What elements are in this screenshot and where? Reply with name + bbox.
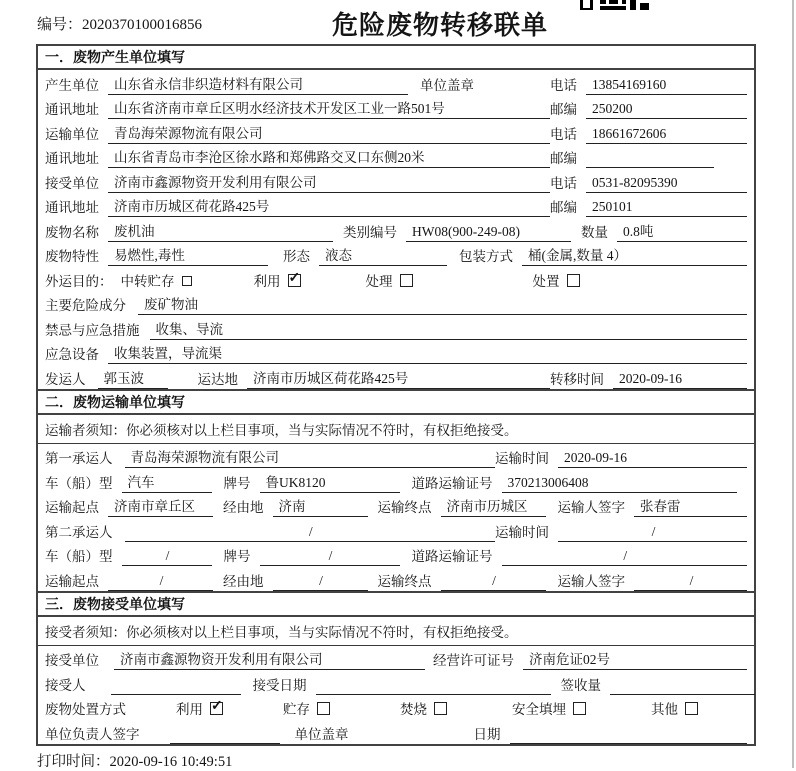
transporter-label: 运输单位 [45,126,99,142]
row-waste-name [38,217,754,242]
origin2-value: / [108,573,213,591]
transporter-address-value: 山东省青岛市李沧区徐水路和郑佛路交叉口东侧20米 [108,146,550,168]
manifest-number-label: 编号： [37,17,83,33]
row-carrier2 [38,517,754,542]
producer-phone-label: 电话 [550,77,577,93]
disposal-option-use-label: 利用 [176,702,203,717]
carrier1-label: 第一承运人 [45,451,113,466]
row-producer-address-left [45,97,550,119]
receive-amount-label: 签收量 [560,677,601,693]
row-carrier1 [38,444,754,469]
transporter-phone-value: 18661672606 [586,126,747,144]
row-disposal [38,695,754,720]
plate1-value: 鲁UK8120 [260,471,400,493]
qr-code-fragment [580,0,650,12]
destination-label: 运达地 [197,371,238,387]
end1-value: 济南市历城区 [441,495,546,517]
sign1-label: 运输人签字 [557,500,625,515]
purpose-treat-checkbox [400,274,413,287]
row-carrier2-left [45,521,495,542]
plate2-label: 牌号 [223,549,251,564]
plate1-label: 牌号 [223,475,251,491]
vehicle2-value: / [122,548,212,566]
manifest-form [36,44,756,746]
receiver-zip-value: 250101 [586,199,747,217]
shipper-label: 发运人 [45,371,86,387]
row-shipper-left [45,367,550,389]
end2-label: 运输终点 [377,573,432,589]
waste-name-value: 废机油 [108,220,333,242]
row-receiver-left [45,171,550,193]
section2-header: 二．废物运输单位填写 [38,389,754,415]
row-receive-notice [38,617,754,646]
row-receive-person [38,670,754,695]
license-label: 经营许可证号 [433,653,514,668]
row-waste-character [38,242,754,267]
row-transport-notice [38,415,754,444]
print-time-label: 打印时间： [37,754,110,770]
permit2-value: / [502,548,748,566]
license-value: 济南危证02号 [523,648,747,670]
receive-date-label: 接受日期 [252,677,307,693]
hazard-label: 主要危险成分 [45,298,126,313]
disposal-label: 废物处置方式 [45,702,126,717]
row-receiver-address-left [45,195,550,217]
transporter-phone-label: 电话 [550,126,577,142]
receive-unit-value: 济南市鑫源物资开发利用有限公司 [114,648,425,670]
carrier1-time-label: 运输时间 [495,451,549,466]
waste-qty-label: 数量 [581,224,608,240]
disposal-option-other-label: 其他 [651,702,678,717]
disposal-option-burn-label: 焚烧 [400,702,427,717]
destination-value: 济南市历城区荷花路425号 [247,367,550,389]
waste-form-value: 液态 [319,244,447,266]
row-receiver-address [38,193,754,218]
waste-character-label: 废物特性 [45,249,99,264]
purpose-use-checkbox [288,274,301,287]
receive-person-label: 接受人 [45,677,86,693]
receive-date-value [316,677,551,695]
waste-qty-value: 0.8吨 [617,220,747,242]
page-title: 危险废物转移联单 [332,10,549,40]
permit2-label: 道路运输证号 [411,549,493,564]
purpose-option-use-label: 利用 [253,273,281,289]
hazard-value: 废矿物油 [138,293,747,315]
disposal-option-landfill-label: 安全填埋 [512,702,566,717]
sign2-label: 运输人签字 [557,573,625,589]
waste-form-label: 形态 [283,249,310,264]
waste-name-label: 废物名称 [45,224,99,240]
producer-address-value: 山东省济南市章丘区明水经济技术开发区工业一路501号 [108,97,550,119]
producer-zip-label: 邮编 [550,102,577,117]
end1-label: 运输终点 [377,500,432,515]
origin1-value: 济南市章丘区 [108,495,213,517]
waste-code-value: HW08(900-249-08) [406,224,571,242]
row-route1 [38,493,754,518]
producer-address-label: 通讯地址 [45,102,99,117]
transporter-zip-value [586,150,714,168]
page-edge-line [792,0,794,768]
receiver-label: 接受单位 [45,175,99,191]
plate2-value: / [260,548,400,566]
sign2-value: / [634,573,747,591]
row-producer-address [38,95,754,120]
producer-phone-value: 13854169160 [586,77,747,95]
vehicle1-label: 车（船）型 [45,475,113,491]
receive-amount-value [610,677,755,695]
equipment-label: 应急设备 [45,347,99,362]
sign-date-value [510,726,748,744]
receive-person-value [111,677,241,695]
permit1-value: 370213006408 [502,475,737,493]
disposal-burn-checkbox [434,702,447,715]
waste-pack-label: 包装方式 [459,249,513,264]
row-producer [38,70,754,95]
producer-zip-value: 250200 [586,101,747,119]
carrier1-value: 青岛海荣源物流有限公司 [125,446,496,468]
row-hazard [38,291,754,316]
manifest-number [37,13,202,34]
sign-date-label: 日期 [473,726,501,742]
row-receive-unit [38,646,754,671]
purpose-label: 外运目的： [45,273,113,289]
receiver-zip-label: 邮编 [550,200,577,215]
row-leader-sign [38,719,754,744]
row-transporter-address [38,144,754,169]
carrier2-value: / [125,524,496,542]
transfer-time-value: 2020-09-16 [613,371,747,389]
disposal-store-checkbox [317,702,330,715]
producer-value: 山东省永信非织造材料有限公司 [108,73,408,95]
shipper-value: 郭玉波 [98,367,168,389]
row-taboo [38,315,754,340]
row-producer-left [45,73,550,95]
section3-header: 三．废物接受单位填写 [38,591,754,617]
disposal-landfill-checkbox [573,702,586,715]
via2-value: / [273,573,368,591]
transfer-time-label: 转移时间 [550,371,604,387]
vehicle1-value: 汽车 [122,471,212,493]
disposal-use-checkbox [210,702,223,715]
waste-code-label: 类别编号 [343,224,397,240]
end2-value: / [441,573,546,591]
carrier2-time-value: / [558,524,747,542]
waste-character-value: 易燃性,毒性 [108,244,268,266]
waste-pack-value: 桶(金属,数量 4） [522,244,747,266]
receiver-address-label: 通讯地址 [45,200,99,215]
section1-header: 一．废物产生单位填写 [38,46,754,70]
receiver-address-value: 济南市历城区荷花路425号 [108,195,550,217]
taboo-label: 禁忌与应急措施 [45,322,140,338]
row-route2 [38,566,754,591]
origin1-label: 运输起点 [45,500,99,515]
taboo-value: 收集、导流 [150,318,748,340]
row-transporter-left [45,122,550,144]
via2-label: 经由地 [223,573,264,589]
equipment-value: 收集装置，导流渠 [108,342,747,364]
receive-notice-text: 接受者须知：你必须核对以上栏目事项，当与实际情况不符时，有权拒绝接受。 [45,624,518,640]
transport-notice-text: 运输者须知：你必须核对以上栏目事项，当与实际情况不符时，有权拒绝接受。 [45,422,518,438]
print-time-value: 2020-09-16 10:49:51 [109,754,233,770]
producer-seal-label: 单位盖章 [420,77,474,93]
producer-label: 产生单位 [45,77,99,93]
disposal-option-store-label: 贮存 [283,702,310,717]
purpose-option-treat-label: 处理 [365,273,393,289]
row-vehicle2 [38,542,754,567]
receiver-phone-value: 0531-82095390 [586,175,747,193]
row-transporter-address-left [45,146,550,168]
receive-unit-label: 接受单位 [45,653,99,668]
row-receiver [38,168,754,193]
permit1-label: 道路运输证号 [411,475,493,491]
carrier2-time-label: 运输时间 [495,524,549,540]
row-vehicle1 [38,468,754,493]
carrier2-label: 第二承运人 [45,524,113,540]
transporter-zip-label: 邮编 [550,151,577,166]
row-transporter [38,119,754,144]
disposal-other-checkbox [685,702,698,715]
origin2-label: 运输起点 [45,573,99,589]
purpose-option-transfer-label: 中转贮存 [120,273,175,289]
row-purpose [38,266,754,291]
carrier1-time-value: 2020-09-16 [558,450,747,468]
via1-value: 济南 [273,495,368,517]
via1-label: 经由地 [223,500,264,515]
receiver-phone-label: 电话 [550,175,577,191]
purpose-option-dispose-label: 处置 [532,273,560,289]
sign1-value: 张春雷 [634,495,747,517]
purpose-transfer-checkbox [182,276,192,286]
transporter-address-label: 通讯地址 [45,151,99,166]
receiver-value: 济南市鑫源物资开发利用有限公司 [108,171,550,193]
row-carrier1-left [45,446,495,468]
row-shipper [38,364,754,389]
row-equipment [38,340,754,365]
manifest-number-value: 2020370100016856 [82,17,203,33]
leader-sign-value [170,726,280,744]
row-receive-unit-left [45,648,425,670]
unit-seal-label: 单位盖章 [294,726,349,742]
leader-sign-label: 单位负责人签字 [45,726,140,742]
vehicle2-label: 车（船）型 [45,549,113,564]
transporter-value: 青岛海荣源物流有限公司 [108,122,550,144]
purpose-dispose-checkbox [567,274,580,287]
